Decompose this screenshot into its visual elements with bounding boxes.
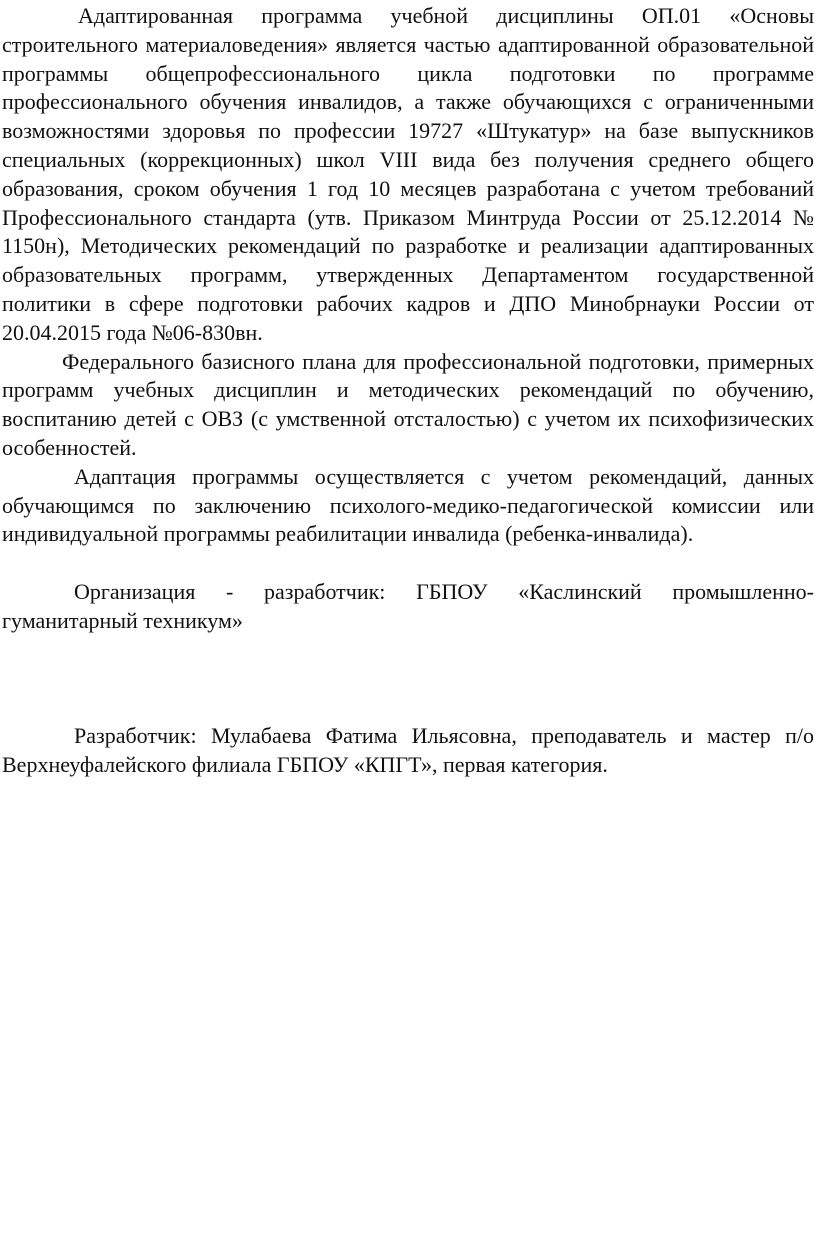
developer-organization-paragraph: Организация - разработчик: ГБПОУ «Каслинский промышленно-гуманитарный техникум»	[2, 579, 814, 633]
document-body	[2, 2, 814, 779]
program-description-paragraph: Адаптированная программа учебной дисциплины ОП.01 «Основы строительного материаловедения» является частью адаптированной образовательной программы общепрофессионального цикла подготовки по программе профессионального обучения инвалидов, а также обучающихся с ограниченными возможностями здоровья по профессии 19727 «Штукатур» на базе выпускников специальных (коррекционных) школ VIII вида без получения среднего общего образования, сроком обучения 1 год 10 месяцев разработана с учетом требований Профессионального стандарта (утв. Приказом Минтруда России от 25.12.2014 № 1150н), Методических рекомендаций по разработке и реализации адаптированных образовательных программ, утвержденных Департаментом государственной политики в сфере подготовки рабочих кадров и ДПО Минобрнауки России от 20.04.2015 года №06-830вн.	[2, 3, 814, 345]
developer-paragraph: Разработчик: Мулабаева Фатима Ильясовна, преподаватель и мастер п/о Верхнеуфалейского филиала ГБПОУ «КПГТ», первая категория.	[2, 722, 814, 777]
adaptation-paragraph: Адаптация программы осуществляется с учетом рекомендаций, данных обучающимся по заключению психолого-медико-педагогической комиссии или индивидуальной программы реабилитации инвалида (ребенка-инвалида).	[2, 463, 814, 547]
federal-plan-paragraph: Федерального базисного плана для профессиональной подготовки, примерных программ учебных дисциплин и методических рекомендаций по обучению, воспитанию детей с ОВЗ (с умственной отсталостью) с учетом их психофизических особенностей.	[2, 348, 814, 460]
